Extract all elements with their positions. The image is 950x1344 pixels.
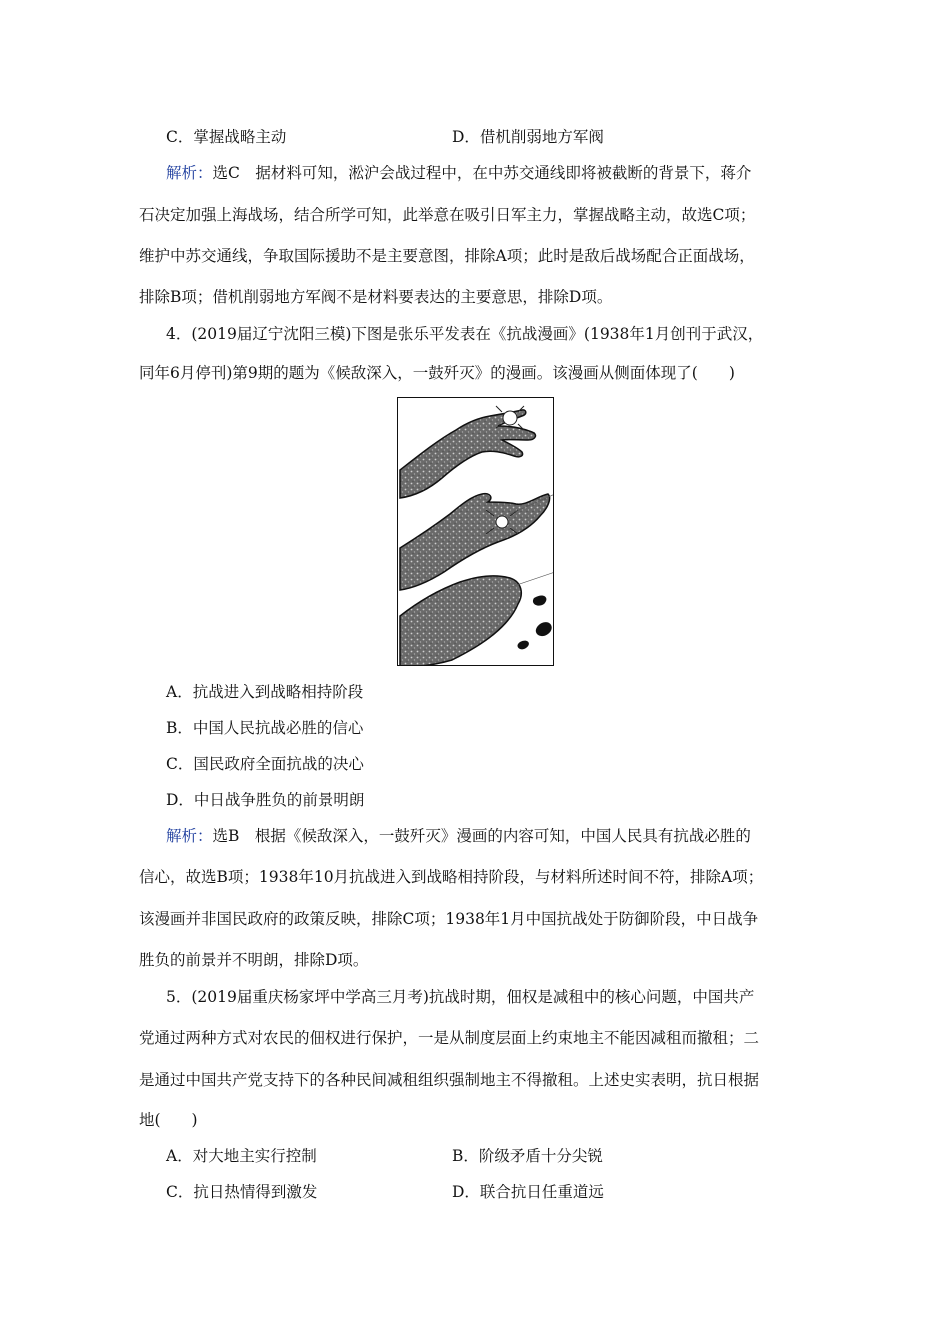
q4-analysis-line-1: 解析：选B 根据《候敌深入，一鼓歼灭》漫画的内容可知，中国人民具有抗战必胜的 [166,827,751,845]
q3-analysis-line-3: 维护中苏交通线，争取国际援助不是主要意图，排除A项；此时是敌后战场配合正面战场， [139,247,755,265]
q3-analysis-line-4: 排除B项；借机削弱地方军阀不是材料要表达的主要意思，排除D项。 [139,288,613,306]
open-hand-top [400,406,535,498]
q5-stem-line-1: 5．(2019届重庆杨家坪中学高三月考)抗战时期，佃权是减租中的核心问题，中国共产 [166,988,755,1006]
q5-stem-line-2: 党通过两种方式对农民的佃权进行保护，一是从制度层面上约束地主不能因减租而撤租；二 [139,1029,760,1047]
fist-hand-bottom [400,572,554,666]
q5-stem-line-3: 是通过中国共产党支持下的各种民间减租组织强制地主不得撤租。上述史实表明，抗日根据 [139,1071,760,1089]
q3-option-c: C．掌握战略主动 [166,128,287,146]
q3-analysis-line-2: 石决定加强上海战场，结合所学可知，此举意在吸引日军主力，掌握战略主动，故选C项； [139,206,756,224]
q4-option-a: A．抗战进入到战略相持阶段 [166,683,364,701]
q4-analysis-line-3: 该漫画并非国民政府的政策反映，排除C项；1938年1月中国抗战处于防御阶段，中日战争 [139,910,759,928]
q4-option-d: D．中日战争胜负的前景明朗 [166,791,365,809]
q4-analysis-line-2: 信心，故选B项；1938年10月抗战进入到战略相持阶段，与材料所述时间不符，排除A项； [139,868,764,886]
q4-analysis-line-4: 胜负的前景并不明朗，排除D项。 [139,951,369,969]
q3-option-d: D．借机削弱地方军阀 [452,128,604,146]
q5-option-a: A．对大地主实行控制 [166,1147,317,1165]
q5-option-d: D．联合抗日任重道远 [452,1183,604,1201]
q5-option-c: C．抗日热情得到激发 [166,1183,318,1201]
q4-option-c: C．国民政府全面抗战的决心 [166,755,364,773]
cartoon-hands-illustration [398,398,554,666]
analysis-label: 解析： [166,827,213,845]
q4-stem-line-2: 同年6月停刊)第9期的题为《候敌深入，一鼓歼灭》的漫画。该漫画从侧面体现了( ) [139,364,735,382]
analysis-label: 解析： [166,164,213,182]
q5-option-b: B．阶级矛盾十分尖锐 [452,1147,603,1165]
q3-analysis-line-1: 解析：选C 据材料可知，淞沪会战过程中，在中苏交通线即将被截断的背景下，蒋介 [166,164,752,182]
q4-option-b: B．中国人民抗战必胜的信心 [166,719,364,737]
q4-stem-line-1: 4．(2019届辽宁沈阳三模)下图是张乐平发表在《抗战漫画》(1938年1月创刊于武汉， [166,325,764,343]
cartoon-figure [397,397,554,666]
cupped-hand-middle [400,494,554,590]
q5-stem-line-4: 地( ) [139,1111,198,1129]
